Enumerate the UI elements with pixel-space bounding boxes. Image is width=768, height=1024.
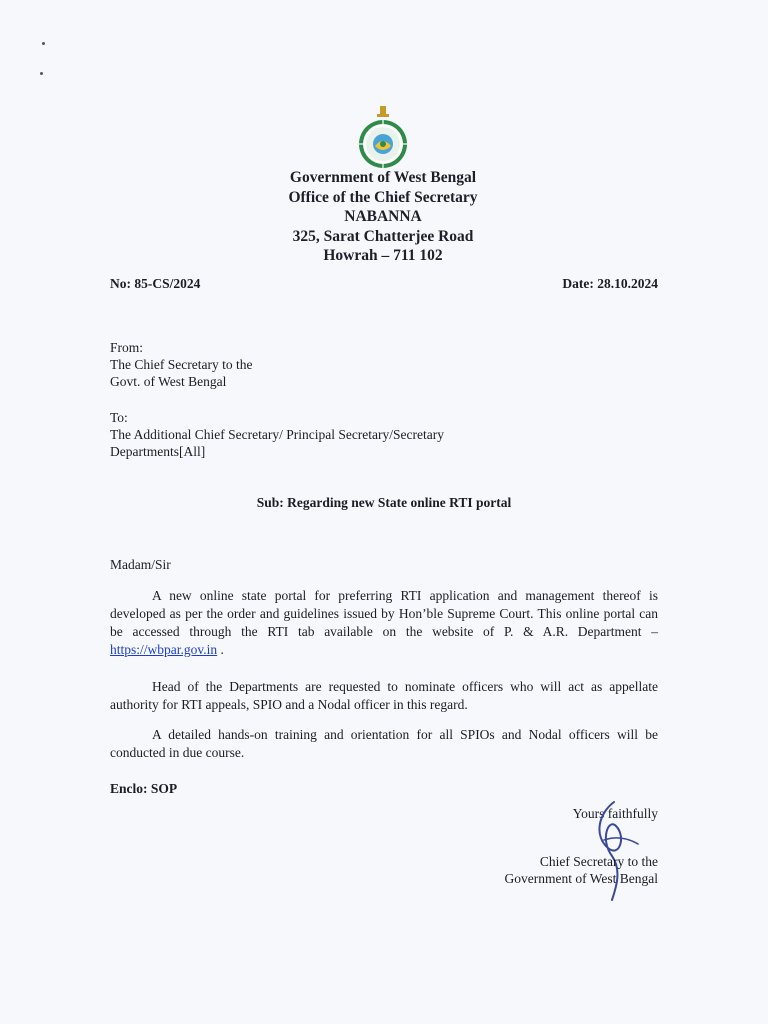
paragraph-training [110, 726, 658, 762]
paragraph-portal-end: . [217, 642, 224, 657]
from-label: From: [110, 340, 144, 355]
west-bengal-emblem-icon [355, 104, 411, 170]
subject-line: Sub: Regarding new State online RTI portal [256, 495, 512, 510]
scan-speck [40, 72, 43, 75]
to-block [110, 409, 444, 460]
signatory-designation: Chief Secretary to the [539, 854, 658, 869]
from-line-1: The Chief Secretary to the [110, 357, 253, 372]
paragraph-portal-text: A new online state portal for preferring RTI application and management thereof is developed as per the order and guidelines issued by Hon’ble Supreme Court. This online portal can be accessed through the RTI tab available on the website of P. & A.R. Department – [110, 588, 658, 639]
letterhead-street: 325, Sarat Chatterjee Road [292, 227, 474, 245]
salutation: Madam/Sir [110, 557, 171, 572]
handwritten-signature [586, 796, 646, 906]
to-line-2: Departments[All] [110, 444, 206, 459]
wbpar-website-link[interactable]: https://wbpar.gov.in [110, 642, 218, 657]
valediction: Yours faithfully [572, 806, 658, 821]
paragraph-nomination [110, 678, 658, 714]
paragraph-portal [110, 587, 658, 659]
letter-date: Date: 28.10.2024 [562, 276, 658, 291]
letterhead-government: Government of West Bengal [289, 169, 477, 186]
from-line-2: Govt. of West Bengal [110, 374, 227, 389]
letterhead [200, 168, 566, 266]
paragraph-training-text: A detailed hands-on training and orientation for all SPIOs and Nodal officers will be conducted in due course. [110, 727, 658, 760]
to-line-1: The Additional Chief Secretary/ Principal Secretary/Secretary [110, 427, 444, 442]
letterhead-office: Office of the Chief Secretary [288, 188, 478, 206]
signatory-block [504, 853, 658, 887]
signatory-organization: Government of West Bengal [504, 871, 658, 886]
letterhead-city: Howrah – 711 102 [323, 247, 443, 264]
to-label: To: [110, 410, 128, 425]
letterhead-building: NABANNA [344, 208, 422, 225]
enclosure-note: Enclo: SOP [110, 781, 178, 796]
from-block [110, 339, 252, 390]
paragraph-nomination-text: Head of the Departments are requested to nominate officers who will act as appellate authority for RTI appeals, SPIO and a Nodal officer in this regard. [110, 679, 658, 712]
scan-speck [42, 42, 45, 45]
reference-number: No: 85-CS/2024 [110, 276, 201, 291]
